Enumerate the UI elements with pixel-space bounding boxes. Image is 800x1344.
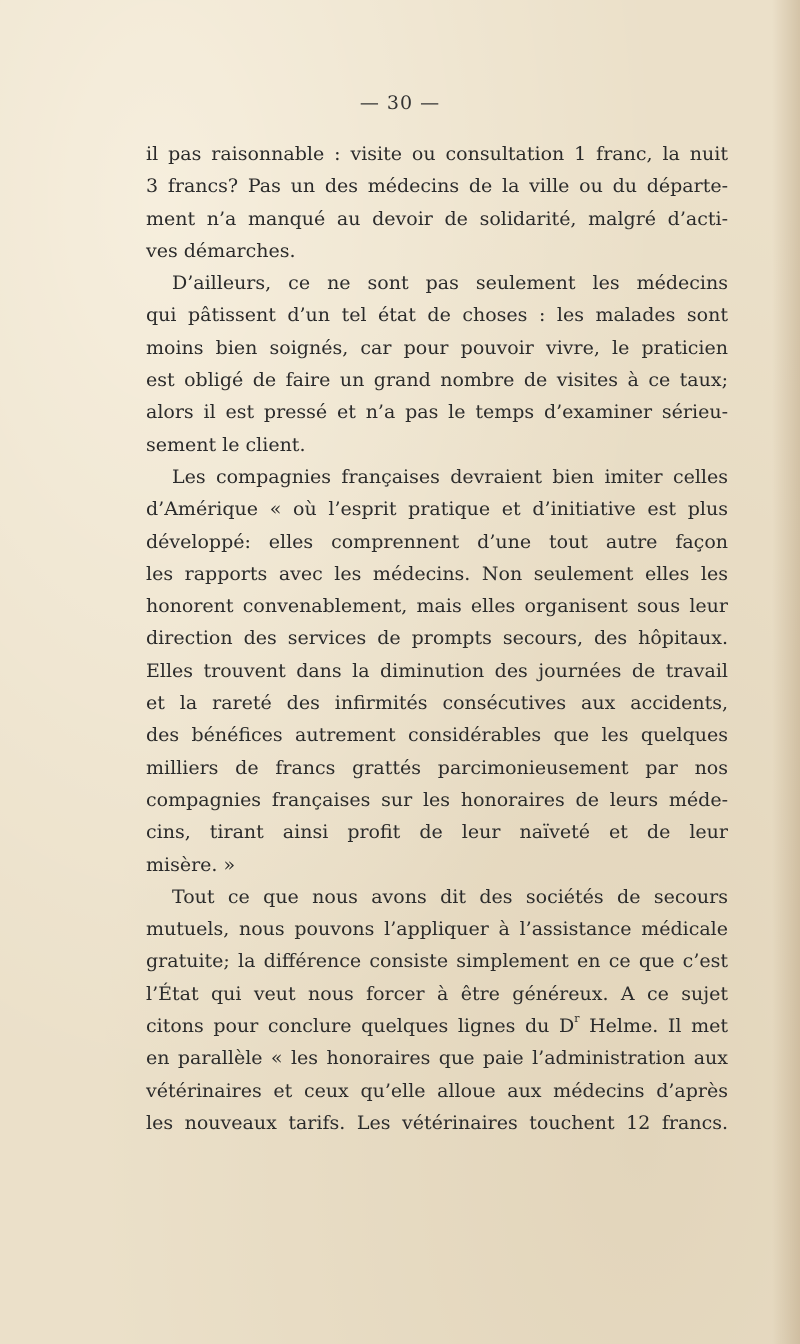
text-line: ment n’a manqué au devoir de solidarité, malgré d’acti- bbox=[146, 207, 728, 230]
superscript: r bbox=[574, 1012, 580, 1026]
text-segment: Helme. Il met bbox=[579, 1015, 728, 1038]
text-line: Les compagnies françaises devraient bien imiter celles bbox=[172, 465, 728, 488]
paragraph-2 bbox=[146, 267, 728, 461]
text-line: direction des services de prompts secours, des hôpitaux. bbox=[146, 627, 728, 650]
text-line: cins, tirant ainsi profit de leur naïveté et de leur bbox=[146, 821, 728, 844]
text-line: alors il est pressé et n’a pas le temps d’examiner sérieu- bbox=[146, 401, 728, 424]
text-segment: citons pour conclure quelques lignes du D bbox=[146, 1015, 575, 1038]
text-line: gratuite; la différence consiste simplement en ce que c’est bbox=[146, 950, 728, 973]
page-edge-shadow bbox=[772, 0, 800, 1344]
text-line: D’ailleurs, ce ne sont pas seulement les médecins bbox=[172, 272, 728, 295]
text-line-with-superscript bbox=[146, 1010, 728, 1042]
text-line: honorent convenablement, mais elles organisent sous leur bbox=[146, 595, 728, 618]
page-number: — 30 — bbox=[359, 92, 441, 114]
text-line: ves démarches. bbox=[146, 239, 296, 262]
text-line: il pas raisonnable : visite ou consultation 1 franc, la nuit bbox=[146, 143, 728, 165]
text-line: développé: elles comprennent d’une tout autre façon bbox=[146, 530, 728, 553]
text-line: qui pâtissent d’un tel état de choses : les malades sont bbox=[146, 304, 728, 327]
text-line: des bénéfices autrement considérables que les quelques bbox=[146, 724, 728, 747]
text-line: en parallèle « les honoraires que paie l’administration aux bbox=[146, 1047, 728, 1070]
text-line: compagnies françaises sur les honoraires de leurs méde- bbox=[146, 788, 728, 811]
text-line: 3 francs? Pas un des médecins de la ville ou du départe- bbox=[146, 175, 728, 198]
paragraph-4 bbox=[146, 881, 728, 1139]
text-line: est obligé de faire un grand nombre de visites à ce taux; bbox=[146, 369, 728, 392]
paragraph-1 bbox=[146, 138, 728, 267]
body-text bbox=[146, 138, 728, 1139]
text-line: moins bien soignés, car pour pouvoir vivre, le praticien bbox=[146, 336, 728, 359]
text-line: Tout ce que nous avons dit des sociétés de secours bbox=[172, 885, 728, 908]
text-line: vétérinaires et ceux qu’elle alloue aux médecins d’après bbox=[146, 1079, 728, 1102]
text-line: les nouveaux tarifs. Les vétérinaires touchent 12 francs. bbox=[146, 1111, 728, 1134]
text-line: l’État qui veut nous forcer à être généreux. A ce sujet bbox=[146, 982, 728, 1005]
paragraph-3 bbox=[146, 461, 728, 881]
text-line: Elles trouvent dans la diminution des journées de travail bbox=[146, 659, 728, 682]
text-line: et la rareté des infirmités consécutives aux accidents, bbox=[146, 692, 728, 715]
text-line: mutuels, nous pouvons l’appliquer à l’assistance médicale bbox=[146, 918, 728, 941]
text-line: milliers de francs grattés parcimonieusement par nos bbox=[146, 756, 728, 779]
text-line: d’Amérique « où l’esprit pratique et d’initiative est plus bbox=[146, 498, 728, 521]
text-line: les rapports avec les médecins. Non seulement elles les bbox=[146, 562, 728, 585]
text-line: sement le client. bbox=[146, 433, 306, 456]
text-line: misère. » bbox=[146, 853, 236, 876]
